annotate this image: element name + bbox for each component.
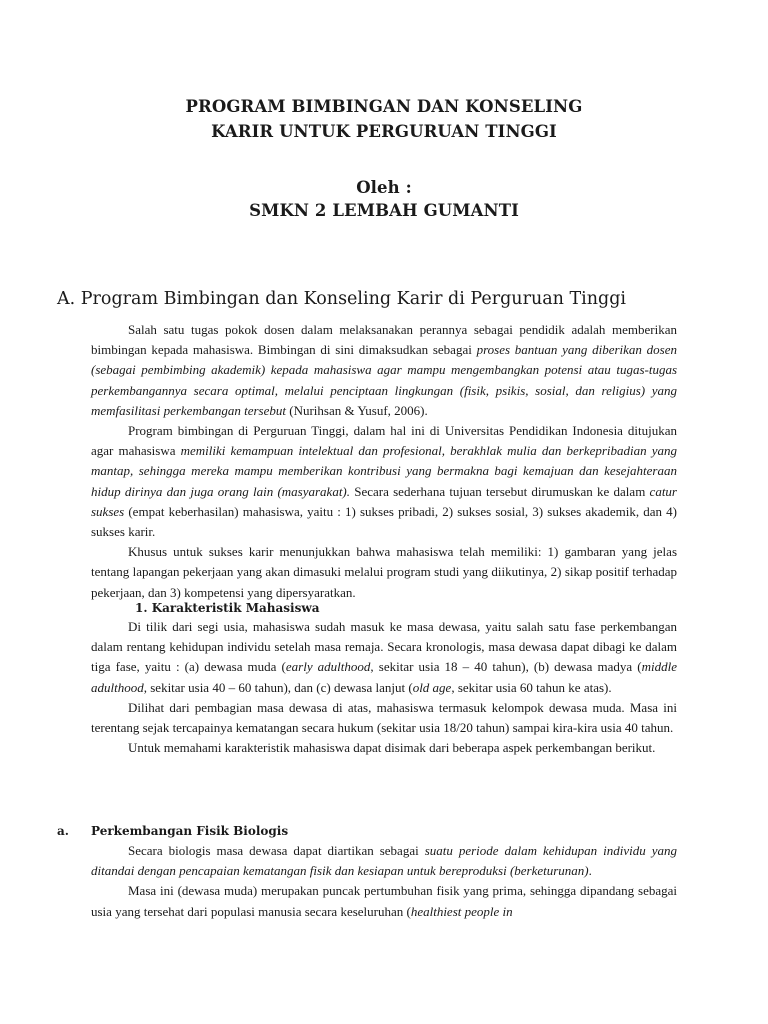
author-name: SMKN 2 LEMBAH GUMANTI (249, 201, 519, 220)
italic-run: middle adulthood (91, 659, 678, 695)
section-a-heading: A. Program Bimbingan dan Konseling Karir di Perguruan Tinggi (57, 289, 627, 309)
text-run: , sekitar usia 60 tahun ke atas). (451, 679, 612, 695)
karakteristik-body (91, 617, 677, 758)
fisik-body (91, 841, 677, 922)
paragraph (91, 881, 677, 921)
section-a-body (91, 320, 677, 603)
paragraph: Khusus untuk sukses karir menunjukkan bahwa mahasiswa telah memiliki: 1) gambaran yang jelas tentang lapangan pekerjaan yang akan dimasuki melalui program studi yang diikutinya, 2) sikap positif terhadap pekerjaan, dan 3) kompetensi yang dipersyaratkan. (91, 544, 677, 600)
italic-run: catur sukses (91, 483, 677, 519)
fisik-heading: Perkembangan Fisik Biologis (91, 824, 289, 838)
karakteristik-heading: 1. Karakteristik Mahasiswa (135, 601, 320, 615)
author-label: Oleh : (356, 178, 412, 197)
text-run: (empat keberhasilan) mahasiswa, yaitu : 1) sukses pribadi, 2) sukses sosial, 3) sukses akademik, dan 4) sukses karir. (91, 503, 677, 540)
italic-run: suatu periode dalam kehidupan individu yang ditandai dengan pencapaian kematangan fisik dan kesiapan untuk bereproduksi (berketurunan) (91, 843, 677, 879)
document-title-line-2: KARIR UNTUK PERGURUAN TINGGI (211, 122, 557, 141)
italic-run: proses bantuan yang diberikan dosen (sebagai pembimbing akademik) kepada mahasiswa agar mampu mengembangkan potensi atau tugas-tugas perkembangannya secara optimal, melalui penciptaan lingkungan (fisik, psikis, sosial, dan religius) yang memfasilitasi perkembangan tersebut (91, 342, 677, 418)
italic-run: early adulthood (285, 659, 371, 675)
text-run: Secara biologis masa dewasa dapat diartikan sebagai (128, 843, 425, 858)
paragraph (91, 841, 677, 881)
paragraph: Dilihat dari pembagian masa dewasa di atas, mahasiswa termasuk kelompok dewasa muda. Masa ini terentang sejak tercapainya kematangan secara hukum (sekitar usia 18/20 tahun) sampai kira-kira usia 40 tahun. (91, 699, 677, 736)
fisik-marker: a. (57, 824, 69, 838)
italic-run: memiliki kemampuan intelektual dan profesional, berakhlak mulia dan berkepribadian yang mantap, sehingga mereka mampu memberikan kontribusi yang bermakna bagi kemajuan dan kesejahteraan hidup dirinya dan juga orang lain (masyarakat). (91, 443, 677, 499)
text-run: (Nurihsan & Yusuf, 2006). (285, 402, 428, 418)
text-run: , sekitar usia 40 – 60 tahun), dan (c) dewasa lanjut ( (143, 679, 413, 695)
text-run: Secara sederhana tujuan tersebut dirumuskan ke dalam (350, 483, 650, 499)
text-run: Salah satu tugas pokok dosen dalam melaksanakan perannya sebagai pendidik adalah memberikan bimbingan kepada mahasiswa. Bimbingan di sini dimaksudkan sebagai (91, 322, 677, 358)
text-run: Program bimbingan di Perguruan Tinggi, dalam hal ini di Universitas Pendidikan Indonesia ditujukan agar mahasiswa (91, 423, 677, 459)
paragraph (91, 617, 677, 698)
document-title-line-1: PROGRAM BIMBINGAN DAN KONSELING (185, 97, 583, 116)
paragraph: Untuk memahami karakteristik mahasiswa dapat disimak dari beberapa aspek perkembangan berikut. (128, 740, 656, 756)
text-run: . (588, 863, 592, 879)
italic-run: healthiest people in (410, 903, 513, 919)
italic-run: old age (412, 679, 452, 695)
paragraph (91, 421, 677, 542)
paragraph (91, 320, 677, 421)
text-run: Masa ini (dewasa muda) merupakan puncak pertumbuhan fisik yang prima, sehingga dipandang sebagai usia yang tersehat dari populasi manusia secara keseluruhan ( (91, 883, 677, 919)
text-run: Di tilik dari segi usia, mahasiswa sudah masuk ke masa dewasa, yaitu salah satu fase perkembangan dalam rentang kehidupan individu setelah masa remaja. Secara kronologis, masa dewasa dapat dibagi ke dalam tiga fase, yaitu : (a) dewasa muda ( (91, 619, 677, 675)
text-run: , sekitar usia 18 – 40 tahun), (b) dewasa madya ( (370, 659, 642, 675)
